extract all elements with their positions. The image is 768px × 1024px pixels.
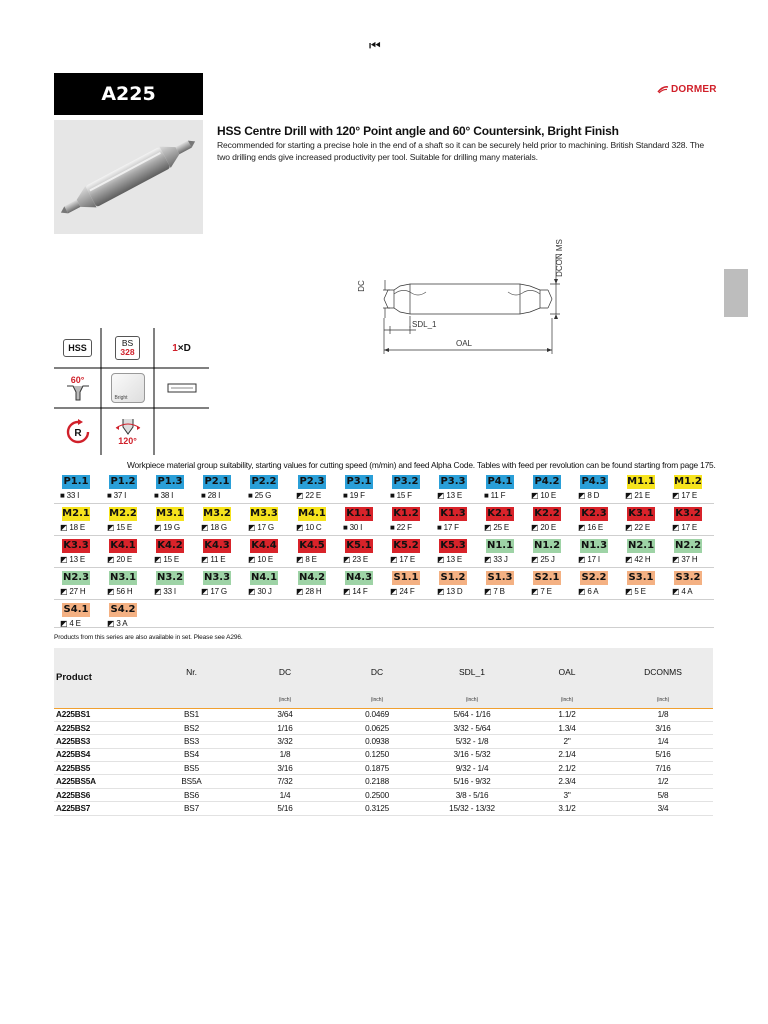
material-group-badge: K5.2 — [393, 540, 419, 551]
material-group-badge: K5.3 — [440, 540, 466, 551]
table-cell: 1/4 — [657, 736, 669, 746]
material-group-badge: P3.2 — [393, 476, 419, 487]
table-cell: 3.1/2 — [558, 803, 576, 813]
table-row[interactable] — [54, 708, 713, 721]
speed-feed-code: ◩ 5 E — [625, 587, 646, 596]
table-cell: 1/8 — [279, 750, 291, 760]
table-cell: 0.2188 — [365, 777, 389, 787]
material-group-badge: M1.2 — [674, 476, 702, 487]
speed-feed-code: ◩ 13 E — [60, 555, 86, 564]
suitability-row — [54, 568, 714, 600]
speed-feed-code: ◩ 15 E — [154, 555, 180, 564]
product-code: A225 — [101, 83, 156, 105]
speed-feed-code: ■ 33 I — [60, 491, 80, 500]
speed-feed-code: ◩ 18 G — [201, 523, 227, 532]
table-cell: 0.3125 — [365, 803, 389, 813]
product-code-cell: A225BS1 — [56, 710, 91, 720]
speed-feed-code: ◩ 19 G — [154, 523, 180, 532]
material-group-badge: K1.2 — [393, 508, 419, 519]
material-group-badge: M2.1 — [62, 508, 90, 519]
speed-feed-code: ◩ 22 E — [296, 491, 322, 500]
material-group-badge: N1.2 — [533, 540, 561, 551]
brand-logo — [657, 84, 717, 95]
speed-feed-code: ◩ 10 E — [531, 491, 557, 500]
table-cell: 0.1875 — [365, 763, 389, 773]
product-code-cell: A225BS5 — [56, 763, 91, 773]
material-group-badge: S1.3 — [487, 572, 513, 583]
speed-feed-code: ◩ 17 E — [672, 523, 698, 532]
table-cell: 3/16 — [277, 763, 293, 773]
table-cell: 2" — [563, 736, 571, 746]
material-group-badge: N2.3 — [62, 572, 90, 583]
brand-swoosh-icon — [657, 85, 669, 94]
speed-feed-code: ◩ 16 E — [578, 523, 604, 532]
material-group-badge: M3.1 — [156, 508, 184, 519]
material-group-badge: S4.2 — [110, 604, 136, 615]
section-side-tab[interactable] — [724, 269, 748, 317]
sdl-dimension-label: SDL_1 — [412, 320, 437, 329]
depth-icon-cell — [154, 328, 209, 368]
speed-feed-code: ◩ 37 H — [672, 555, 698, 564]
speed-feed-code: ◩ 8 E — [296, 555, 317, 564]
speed-feed-code: ◩ 3 A — [107, 619, 128, 628]
suitability-row — [54, 504, 714, 536]
table-cell: BS1 — [184, 710, 199, 720]
material-group-badge: P4.1 — [487, 476, 513, 487]
speed-feed-code: ◩ 22 E — [625, 523, 651, 532]
table-cell: 15/32 - 13/32 — [449, 803, 495, 813]
table-cell: 2.1/2 — [558, 763, 576, 773]
column-header-dc-decimal: DC — [331, 648, 423, 692]
speed-feed-code: ◩ 17 G — [201, 587, 227, 596]
speed-feed-code: ■ 11 F — [484, 491, 506, 500]
speed-feed-code: ◩ 30 J — [248, 587, 272, 596]
material-group-badge: N4.1 — [250, 572, 278, 583]
table-cell: 0.0469 — [365, 710, 389, 720]
product-code-cell: A225BS5A — [56, 777, 96, 787]
table-cell: BS7 — [184, 803, 199, 813]
depth-1xd-icon — [172, 343, 191, 354]
table-cell: 5/16 — [655, 750, 671, 760]
speed-feed-code: ■ 30 I — [343, 523, 363, 532]
column-header-dconms: DCONMS — [613, 648, 713, 692]
table-cell: 3/16 — [655, 723, 671, 733]
speed-feed-code: ■ 28 I — [201, 491, 221, 500]
table-cell: 5/8 — [657, 790, 669, 800]
table-cell: 3/4 — [657, 803, 669, 813]
speed-feed-code: ◩ 13 D — [437, 587, 463, 596]
speed-feed-code: ◩ 13 E — [437, 555, 463, 564]
speed-feed-code: ◩ 4 E — [60, 619, 81, 628]
product-code-cell: A225BS3 — [56, 736, 91, 746]
speed-feed-code: ◩ 23 E — [343, 555, 369, 564]
product-code-banner — [54, 73, 203, 115]
table-row[interactable] — [54, 802, 713, 815]
finish-icon-cell — [101, 368, 154, 408]
table-cell: 3/64 — [277, 710, 293, 720]
speed-feed-code: ■ 25 G — [248, 491, 272, 500]
product-code-cell: A225BS6 — [56, 790, 91, 800]
material-group-badge: K5.1 — [346, 540, 372, 551]
table-cell: BS3 — [184, 736, 199, 746]
unit-cell — [54, 692, 144, 708]
material-group-badge: P2.1 — [204, 476, 230, 487]
suitability-row — [54, 536, 714, 568]
material-group-badge: K2.2 — [534, 508, 560, 519]
speed-feed-code: ◩ 10 E — [248, 555, 274, 564]
speed-feed-code: ◩ 14 F — [343, 587, 368, 596]
material-group-badge: S4.1 — [63, 604, 89, 615]
table-row[interactable] — [54, 721, 713, 734]
product-title: HSS Centre Drill with 120° Point angle and 60° Countersink, Bright Finish — [217, 124, 619, 138]
suitability-row — [54, 472, 714, 504]
speed-feed-code: ◩ 15 E — [107, 523, 133, 532]
standard-prefix: BS — [121, 338, 134, 348]
unit-cell: (inch) — [423, 692, 521, 708]
product-description: Recommended for starting a precise hole in the end of a shaft so it can be securely held prior to machining. British Standard 328. The two drilling ends give increased productivity per tool. Suitable for drilling many materials. — [217, 140, 705, 162]
material-group-badge: P2.2 — [251, 476, 277, 487]
countersink-icon-cell — [54, 368, 101, 408]
table-cell: 5/16 - 9/32 — [453, 777, 491, 787]
dc-dimension-label: DC — [357, 280, 366, 292]
table-cell: BS5A — [181, 777, 202, 787]
table-cell: 5/32 - 1/8 — [455, 736, 489, 746]
point-angle-icon — [113, 418, 143, 436]
material-group-badge: N2.1 — [627, 540, 655, 551]
material-group-badge: S1.1 — [393, 572, 419, 583]
speed-feed-code: ■ 19 F — [343, 491, 365, 500]
feature-icon-grid — [54, 328, 209, 455]
material-group-badge: P1.1 — [63, 476, 89, 487]
product-code-cell: A225BS7 — [56, 803, 91, 813]
table-cell: BS6 — [184, 790, 199, 800]
suitability-caption: Workpiece material group suitability, starting values for cutting speed (m/min) and feed Alpha Code. Tables with feed per revolution can be found starting from page 175. — [127, 460, 716, 470]
speed-feed-code: ◩ 17 E — [390, 555, 416, 564]
unit-cell: (inch) — [239, 692, 331, 708]
speed-feed-code: ■ 38 I — [154, 491, 174, 500]
table-cell: 3/8 - 5/16 — [455, 790, 489, 800]
speed-feed-code: ■ 17 F — [437, 523, 459, 532]
table-cell: 2.3/4 — [558, 777, 576, 787]
table-cell: 2.1/4 — [558, 750, 576, 760]
material-group-badge: N3.2 — [156, 572, 184, 583]
product-code-cell: A225BS2 — [56, 723, 91, 733]
material-group-badge: P3.3 — [440, 476, 466, 487]
speed-feed-code: ■ 22 F — [390, 523, 412, 532]
speed-feed-code: ◩ 27 H — [60, 587, 86, 596]
speed-feed-code: ◩ 7 E — [531, 587, 552, 596]
speed-feed-code: ◩ 20 E — [107, 555, 133, 564]
speed-feed-code: ■ 15 F — [390, 491, 412, 500]
dcon-ms-dimension-label: DCON MS — [555, 239, 564, 277]
material-group-badge: P4.2 — [534, 476, 560, 487]
material-group-badge: N3.1 — [109, 572, 137, 583]
speed-feed-code: ◩ 18 E — [60, 523, 86, 532]
table-row[interactable] — [54, 748, 713, 761]
material-group-badge: N3.3 — [203, 572, 231, 583]
material-group-badge: S3.1 — [628, 572, 654, 583]
table-cell: 0.0625 — [365, 723, 389, 733]
point-angle-icon-cell — [101, 408, 154, 455]
speed-feed-code: ■ 37 I — [107, 491, 127, 500]
skip-to-start-icon[interactable]: ⏮ — [369, 39, 381, 54]
speed-feed-code: ◩ 17 E — [672, 491, 698, 500]
hss-icon: HSS — [63, 339, 92, 357]
speed-feed-code: ◩ 33 I — [154, 587, 176, 596]
table-cell: 1/16 — [277, 723, 293, 733]
table-cell: 1/2 — [657, 777, 669, 787]
countersink-angle: 60° — [70, 375, 85, 385]
material-group-badge: M1.1 — [627, 476, 655, 487]
speed-feed-code: ◩ 17 I — [578, 555, 600, 564]
material-group-badge: K4.3 — [204, 540, 230, 551]
material-group-badge: K1.3 — [440, 508, 466, 519]
material-group-badge: S2.2 — [581, 572, 607, 583]
table-row[interactable] — [54, 762, 713, 775]
oal-dimension-label: OAL — [456, 339, 473, 348]
material-group-badge: P2.3 — [299, 476, 325, 487]
table-cell: 0.0938 — [365, 736, 389, 746]
speed-feed-code: ◩ 33 J — [484, 555, 508, 564]
unit-cell: (inch) — [331, 692, 423, 708]
table-cell: 7/32 — [277, 777, 293, 787]
svg-text:R: R — [73, 427, 82, 439]
unit-cell: (inch) — [613, 692, 713, 708]
countersink-icon — [66, 385, 90, 401]
standard-number: 328 — [120, 347, 135, 357]
table-cell: 0.2500 — [365, 790, 389, 800]
depth-suffix: ×D — [177, 342, 191, 354]
table-row[interactable] — [54, 775, 713, 788]
material-group-badge: K3.3 — [63, 540, 89, 551]
speed-feed-code: ◩ 21 E — [625, 491, 651, 500]
material-group-badge: K1.1 — [346, 508, 372, 519]
table-header-row — [54, 648, 713, 692]
material-group-badge: K4.4 — [251, 540, 277, 551]
standard-icon-cell — [101, 328, 154, 368]
table-cell: 1/4 — [279, 790, 291, 800]
table-cell: 3/32 — [277, 736, 293, 746]
column-header-oal: OAL — [521, 648, 613, 692]
speed-feed-code: ◩ 20 E — [531, 523, 557, 532]
table-cell: 5/64 - 1/16 — [453, 710, 491, 720]
material-icon-cell — [54, 328, 101, 368]
speed-feed-code: ◩ 25 J — [531, 555, 555, 564]
material-group-badge: N2.2 — [674, 540, 702, 551]
material-group-badge: P3.1 — [346, 476, 372, 487]
rotation-icon-cell — [54, 408, 101, 455]
speed-feed-code: ◩ 8 D — [578, 491, 600, 500]
table-cell: 7/16 — [655, 763, 671, 773]
right-hand-rotation-icon — [65, 419, 91, 445]
material-group-badge: K4.1 — [110, 540, 136, 551]
column-header-sdl: SDL_1 — [423, 648, 521, 692]
speed-feed-code: ◩ 28 H — [296, 587, 322, 596]
material-group-badge: K2.1 — [487, 508, 513, 519]
speed-feed-code: ◩ 13 E — [437, 491, 463, 500]
material-group-badge: M4.1 — [298, 508, 326, 519]
product-table — [54, 648, 713, 816]
table-cell: 3" — [563, 790, 571, 800]
speed-feed-code: ◩ 10 C — [296, 523, 322, 532]
material-group-badge: P1.3 — [157, 476, 183, 487]
material-group-badge: N4.2 — [298, 572, 326, 583]
material-suitability-grid — [54, 472, 714, 628]
product-code-cell: A225BS4 — [56, 750, 91, 760]
speed-feed-code: ◩ 7 B — [484, 587, 505, 596]
table-cell: BS5 — [184, 763, 199, 773]
table-cell: 0.1250 — [365, 750, 389, 760]
table-cell: 9/32 - 1/4 — [455, 763, 489, 773]
shank-icon-cell — [154, 368, 209, 408]
table-cell: BS2 — [184, 723, 199, 733]
material-group-badge: K4.5 — [299, 540, 325, 551]
material-group-badge: M2.2 — [109, 508, 137, 519]
cylindrical-shank-icon — [167, 382, 197, 394]
point-angle: 120° — [118, 435, 137, 446]
table-cell: 3/32 - 5/64 — [453, 723, 491, 733]
brand-name: DORMER — [671, 84, 717, 95]
table-units-row — [54, 692, 713, 708]
table-cell: 1/8 — [657, 710, 669, 720]
table-cell: 1.3/4 — [558, 723, 576, 733]
material-group-badge: N1.1 — [486, 540, 514, 551]
table-cell: 3/16 - 5/32 — [453, 750, 491, 760]
speed-feed-code: ◩ 42 H — [625, 555, 651, 564]
speed-feed-code: ◩ 17 G — [248, 523, 274, 532]
material-group-badge: M3.3 — [250, 508, 278, 519]
column-header-product: Product — [54, 648, 144, 692]
centre-drill-photo-icon — [54, 120, 203, 234]
material-group-badge: S2.1 — [534, 572, 560, 583]
unit-cell — [144, 692, 239, 708]
speed-feed-code: ◩ 6 A — [578, 587, 599, 596]
suitability-row — [54, 600, 714, 628]
material-group-badge: M3.2 — [203, 508, 231, 519]
unit-cell: (inch) — [521, 692, 613, 708]
material-group-badge: K3.2 — [675, 508, 701, 519]
product-photo — [54, 120, 203, 234]
material-group-badge: K4.2 — [157, 540, 183, 551]
table-cell: 5/16 — [277, 803, 293, 813]
depth-factor: 1 — [172, 342, 178, 354]
speed-feed-code: ◩ 11 E — [201, 555, 226, 564]
speed-feed-code: ◩ 24 F — [390, 587, 415, 596]
table-row[interactable] — [54, 735, 713, 748]
bright-finish-icon — [111, 373, 145, 403]
material-group-badge: N1.3 — [580, 540, 608, 551]
material-group-badge: N4.3 — [345, 572, 373, 583]
speed-feed-code: ◩ 4 A — [672, 587, 693, 596]
material-group-badge: K3.1 — [628, 508, 654, 519]
technical-drawing — [350, 228, 580, 358]
speed-feed-code: ◩ 25 E — [484, 523, 510, 532]
column-header-dc-fraction: DC — [239, 648, 331, 692]
material-group-badge: P1.2 — [110, 476, 136, 487]
table-cell: BS4 — [184, 750, 199, 760]
column-header-nr: Nr. — [144, 648, 239, 692]
material-group-badge: K2.3 — [581, 508, 607, 519]
british-standard-icon — [115, 336, 139, 360]
table-cell: 1.1/2 — [558, 710, 576, 720]
material-group-badge: S3.2 — [675, 572, 701, 583]
material-group-badge: S1.2 — [440, 572, 466, 583]
table-row[interactable] — [54, 788, 713, 801]
finish-label: Bright — [114, 395, 128, 401]
material-group-badge: P4.3 — [581, 476, 607, 487]
set-availability-note: Products from this series are also available in set. Please see A296. — [54, 634, 243, 641]
speed-feed-code: ◩ 56 H — [107, 587, 133, 596]
